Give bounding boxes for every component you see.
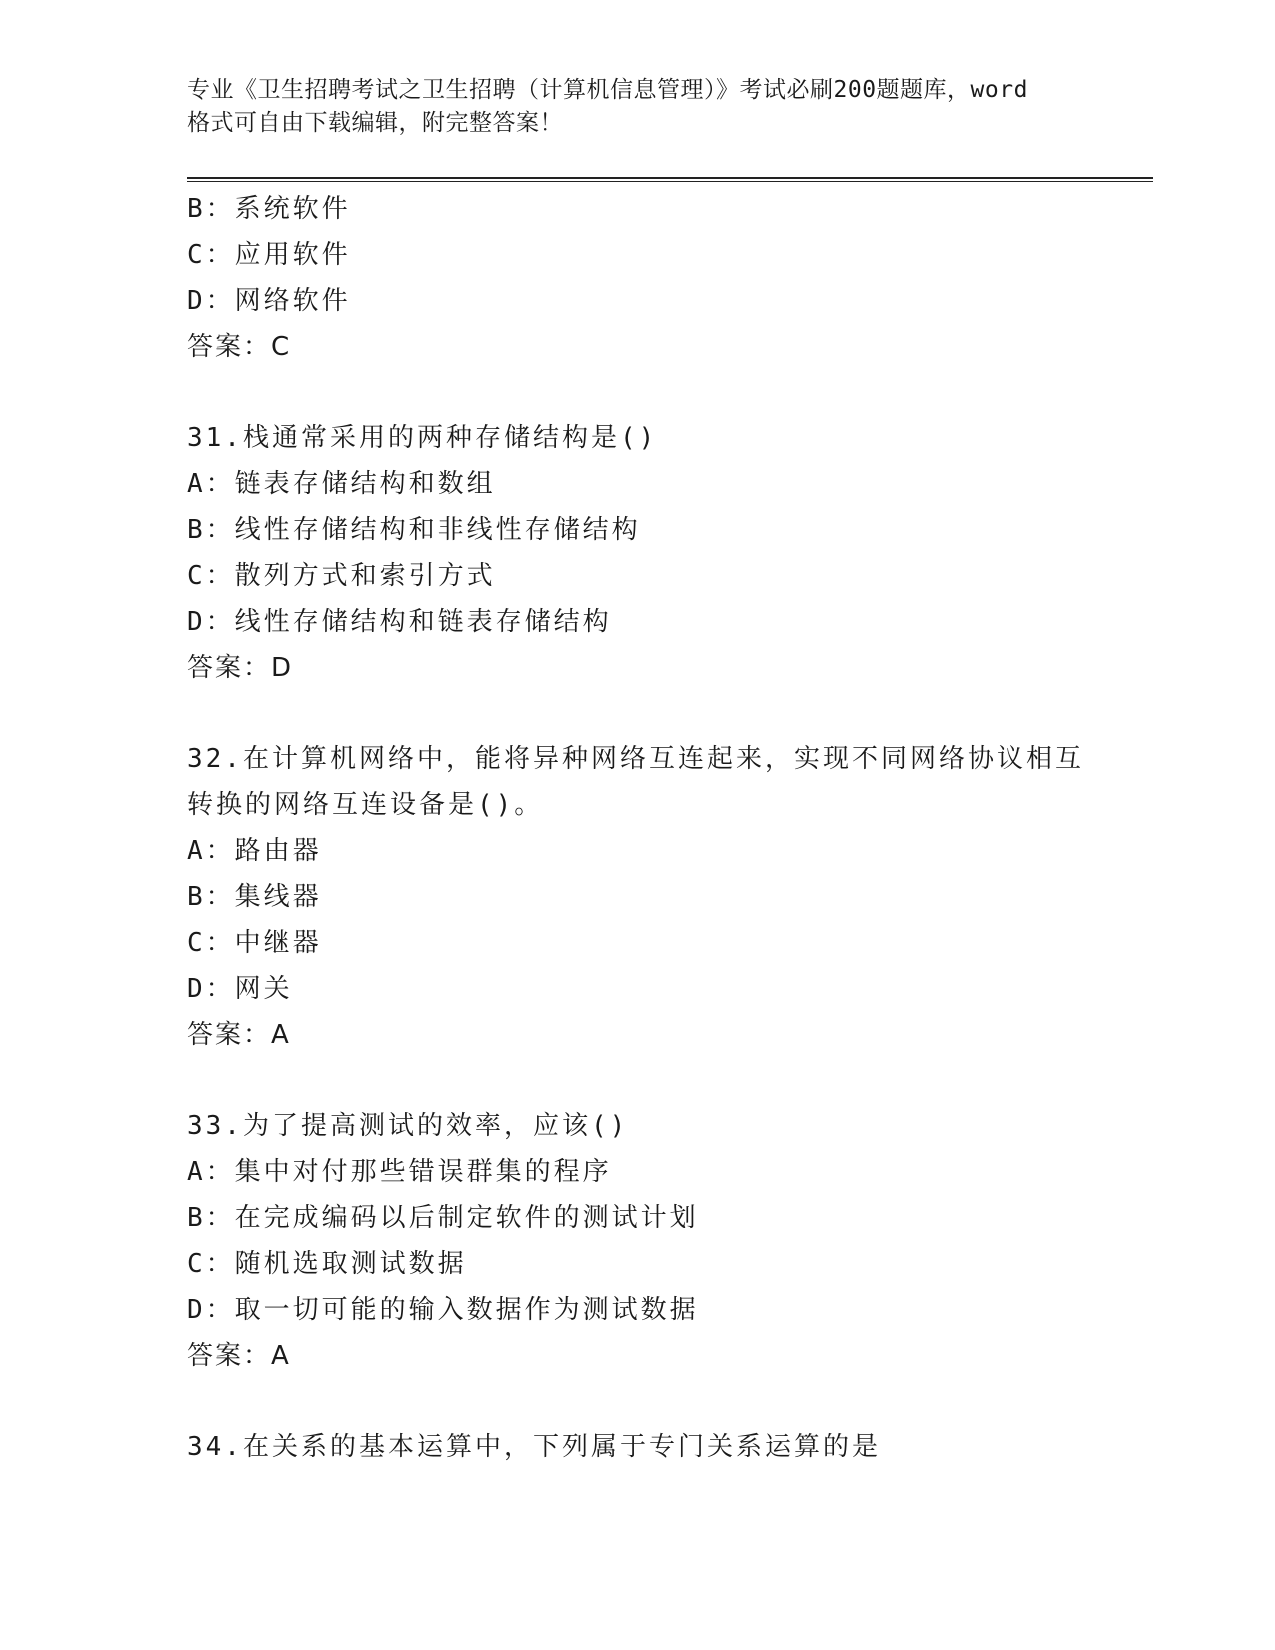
header-line-1: 专业《卫生招聘考试之卫生招聘（计算机信息管理）》考试必刷200题题库，word <box>187 77 1028 103</box>
option-d: D：取一切可能的输入数据作为测试数据 <box>187 1295 699 1325</box>
option-b: B：在完成编码以后制定软件的测试计划 <box>187 1203 699 1233</box>
question-list <box>187 186 1153 1470</box>
question-block-33 <box>187 1103 1153 1379</box>
spacer <box>187 370 1153 415</box>
header-line-2: 格式可自由下载编辑，附完整答案！ <box>187 110 563 136</box>
option-c: C：中继器 <box>187 928 322 958</box>
question-text-line-2: 转换的网络互连设备是()。 <box>187 790 544 820</box>
answer-line: 答案：A <box>187 1020 291 1050</box>
answer-line: 答案：C <box>187 332 292 362</box>
question-text: 31.栈通常采用的两种存储结构是() <box>187 423 658 453</box>
question-block-32 <box>187 736 1153 1058</box>
option-d: D：网关 <box>187 974 293 1004</box>
option-c: C：散列方式和索引方式 <box>187 561 496 591</box>
spacer <box>187 1379 1153 1424</box>
question-block-prev <box>187 186 1153 370</box>
question-text-line-1: 32.在计算机网络中，能将异种网络互连起来，实现不同网络协议相互 <box>187 744 1084 774</box>
question-text: 33.为了提高测试的效率，应该() <box>187 1111 629 1141</box>
option-c: C：随机选取测试数据 <box>187 1249 467 1279</box>
option-a: A：链表存储结构和数组 <box>187 469 496 499</box>
option-a: A：路由器 <box>187 836 322 866</box>
spacer <box>187 691 1153 736</box>
option-a: A：集中对付那些错误群集的程序 <box>187 1157 612 1187</box>
answer-line: 答案：D <box>187 653 294 683</box>
question-block-34 <box>187 1424 1153 1470</box>
option-d: D：网络软件 <box>187 286 351 316</box>
question-block-31 <box>187 415 1153 691</box>
option-c: C：应用软件 <box>187 240 351 270</box>
document-header <box>187 74 1087 140</box>
answer-line: 答案：A <box>187 1341 291 1371</box>
question-text: 34.在关系的基本运算中，下列属于专门关系运算的是 <box>187 1432 881 1462</box>
option-b: B：系统软件 <box>187 194 351 224</box>
spacer <box>187 1058 1153 1103</box>
option-b: B：集线器 <box>187 882 322 912</box>
option-b: B：线性存储结构和非线性存储结构 <box>187 515 641 545</box>
option-d: D：线性存储结构和链表存储结构 <box>187 607 612 637</box>
header-divider <box>187 177 1153 182</box>
